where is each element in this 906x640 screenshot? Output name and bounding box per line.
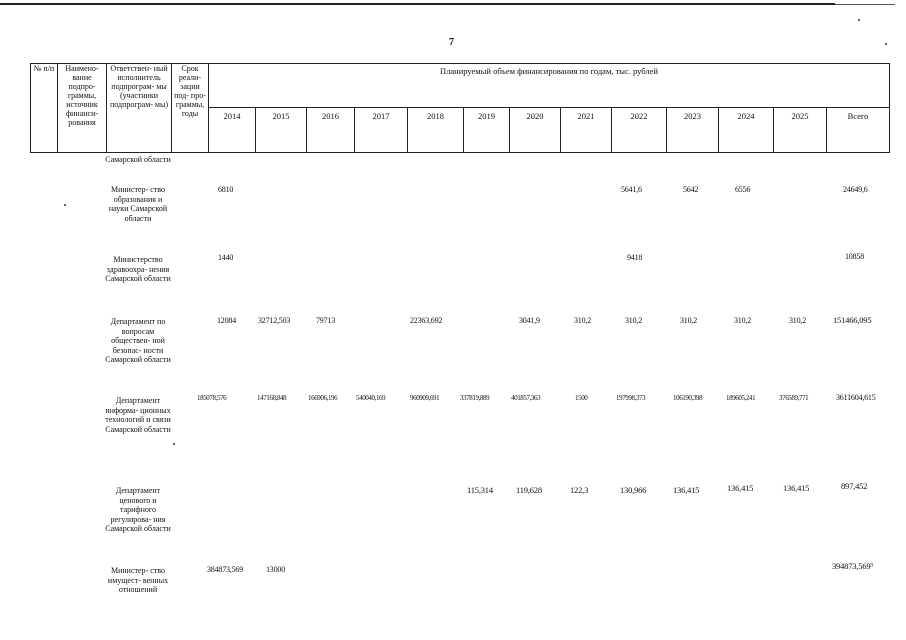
header-term: Срок реали- зации под- про- граммы, годы [172,64,209,153]
value-2016: 166906,196 [308,394,338,402]
value-2021: 310,2 [574,316,592,325]
value-2020: 3041,9 [519,316,540,325]
value-2024: 136,415 [727,483,754,493]
value-2024: 310,2 [734,316,752,325]
value-2022: 197998,373 [616,394,646,402]
value-total: 394873,569³ [832,561,873,571]
scan-speck [64,204,66,206]
value-2015: 32712,503 [258,316,291,325]
page-number: 7 [449,37,454,48]
value-2014: 12084 [217,316,237,325]
header-executor: Ответствен- ный исполнитель подпрограм- мы (участники подпрограм- мы) [107,64,172,153]
row-executor: Департамент ценового и тарифного регулирова- ния Самарской области [105,486,171,534]
value-2019: 337819,889 [460,394,490,402]
header-year: 2016 [307,108,355,153]
scan-edge-line [0,3,835,5]
header-year: 2015 [256,108,307,153]
value-2022: 310,2 [625,316,643,325]
value-2014: 185078,576 [197,394,227,402]
row-executor: Министер- ство образования и науки Самарской области [108,185,168,223]
row-executor: Самарской области [105,155,171,164]
scan-edge-line [835,4,895,5]
value-total: 897,452 [841,481,868,491]
value-2020: 401857,363 [511,394,541,402]
value-2025: 136,415 [783,483,810,493]
value-2014: 384873,569 [207,565,244,574]
value-2020: 119,628 [516,485,542,495]
row-executor: Министерство здравоохра- нения Самарской области [105,255,171,284]
value-2018: 960909,691 [410,394,440,402]
value-2025: 310,2 [789,316,807,325]
value-2022: 5641,6 [621,185,642,194]
value-2021: 122,3 [570,485,589,495]
value-2023: 5642 [683,185,699,194]
value-2014: 1440 [218,253,234,262]
row-executor: Департамент информа- ционных технологий и связи Самарской области [105,396,171,434]
header-subprogram-name: Наимено- вание подпро- граммы, источник финанси- рования [58,64,107,153]
value-2018: 22363,692 [410,316,443,325]
header-financing-title: Планируемый объем финансирования по годам, тыс. рублей [209,64,890,108]
header-year: 2025 [774,108,827,153]
header-year: 2017 [355,108,408,153]
header-year: 2014 [209,108,256,153]
scan-speck [173,443,175,445]
header-year: 2022 [612,108,667,153]
value-2014: 6810 [218,185,234,194]
scan-speck [885,43,887,45]
header-year: 2021 [561,108,612,153]
value-2017: 540040,169 [356,394,386,402]
value-2024: 6556 [735,185,751,194]
table-header [30,63,890,153]
value-2016: 79713 [316,316,336,325]
header-year: 2018 [408,108,464,153]
row-executor: Департамент по вопросам обществен- ной безопас- ности Самарской области [105,317,171,365]
value-2022: 9418 [627,253,643,262]
value-total: 10858 [845,252,865,261]
value-2025: 376589,771 [779,394,809,402]
header-year: 2023 [667,108,719,153]
value-total: 24649,6 [843,185,868,194]
value-2023: 106190,398 [673,394,703,402]
value-2015: 147168,848 [257,394,287,402]
header-year: 2020 [510,108,561,153]
value-total: 3611604,615 [836,393,876,402]
value-2019: 115,314 [467,485,493,495]
header-number: № п/п [31,64,58,153]
scan-speck [858,19,860,21]
value-2023: 136,415 [673,485,700,495]
value-2024: 189605,241 [726,394,756,402]
header-year-total: Всего [827,108,890,153]
value-2021: 1500 [575,394,588,402]
row-executor: Министер- ство имущест- венных отношений [107,566,169,595]
header-year: 2024 [719,108,774,153]
header-year: 2019 [464,108,510,153]
value-2022: 130,966 [620,485,647,495]
value-total: 151466,095 [833,315,872,325]
value-2023: 310,2 [680,316,698,325]
value-2015: 13000 [266,565,286,574]
